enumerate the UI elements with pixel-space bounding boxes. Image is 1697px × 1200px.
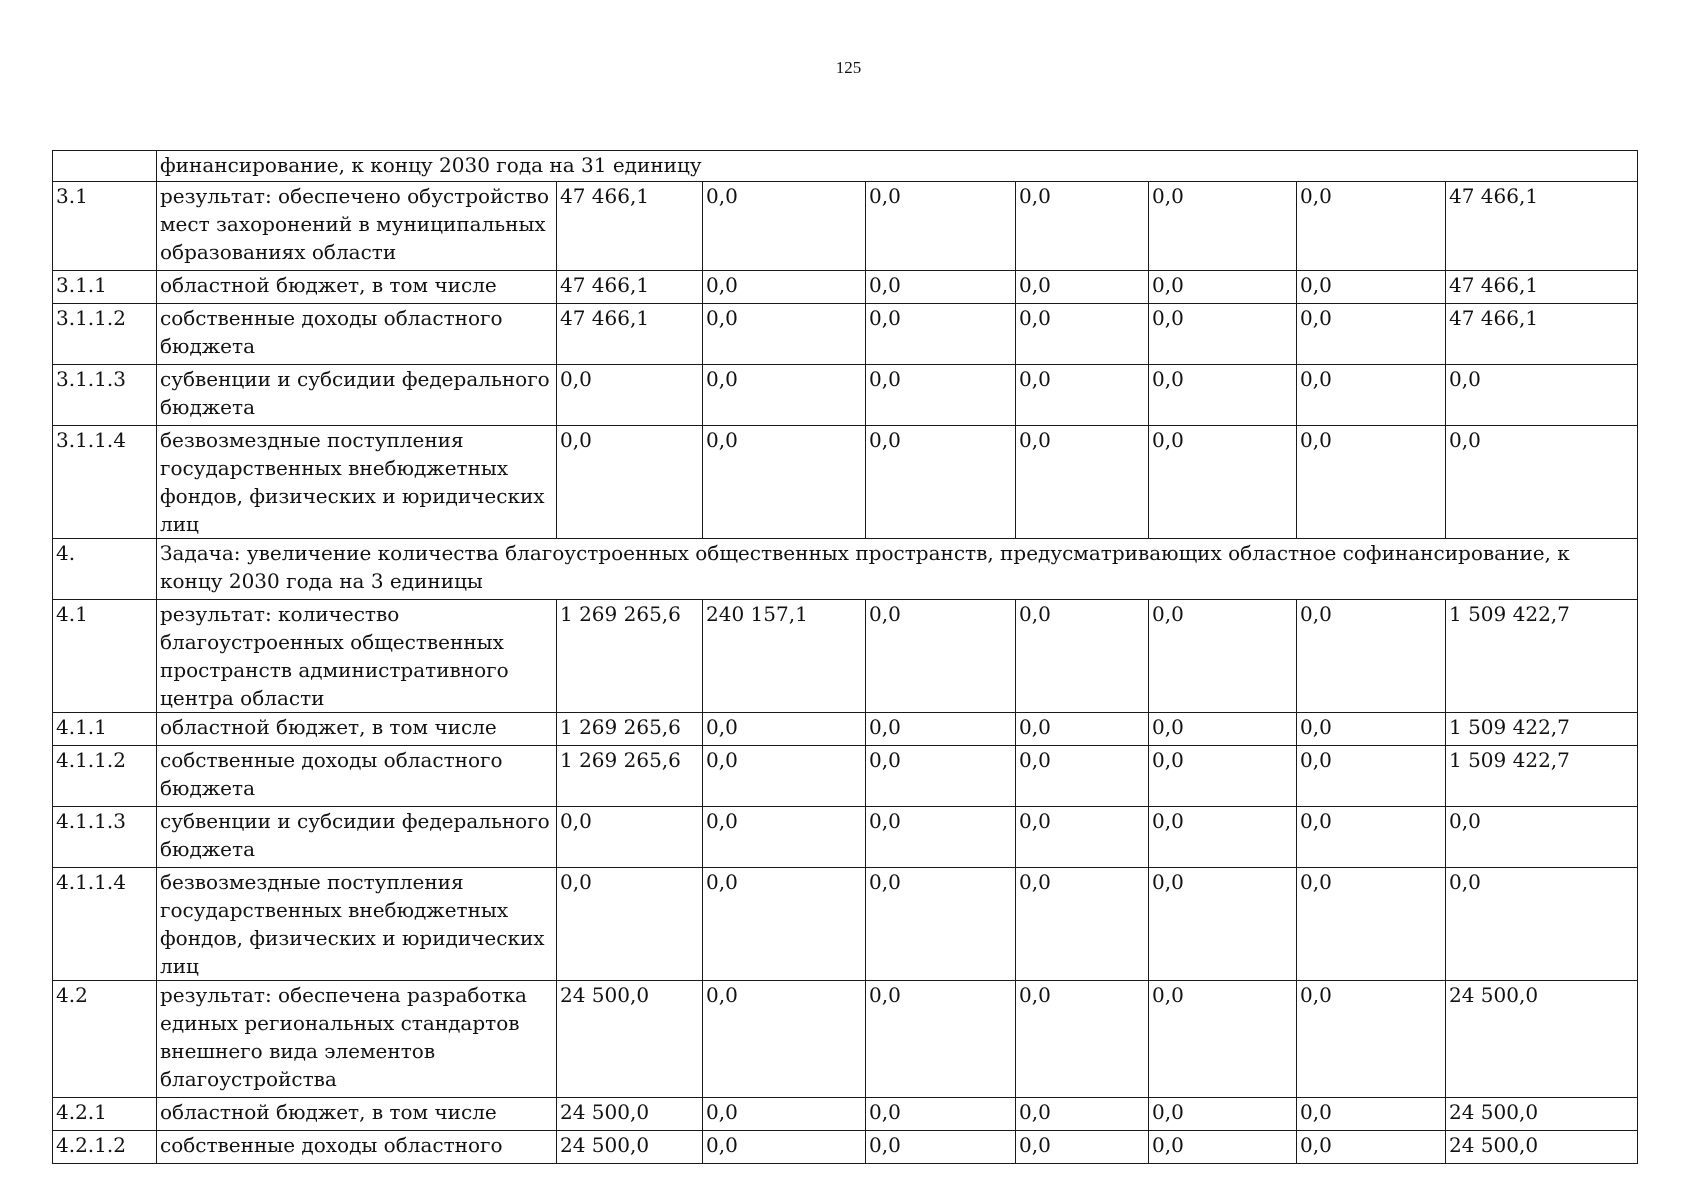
value-cell: 0,0 [703,1131,866,1164]
total-cell: 1 509 422,7 [1446,713,1638,746]
value-cell: 0,0 [866,182,1016,271]
value-cell: 0,0 [866,981,1016,1098]
table-row [53,304,1638,365]
total-cell: 47 466,1 [1446,304,1638,365]
table-row [53,365,1638,426]
value-cell: 0,0 [1297,304,1446,365]
total-cell: 1 509 422,7 [1446,600,1638,713]
value-cell: 0,0 [866,713,1016,746]
total-cell: 24 500,0 [1446,1131,1638,1164]
value-cell: 0,0 [703,981,866,1098]
value-cell: 0,0 [703,365,866,426]
value-cell: 0,0 [1016,600,1149,713]
row-code: 4.1.1.4 [53,868,157,981]
value-cell: 0,0 [1016,365,1149,426]
value-cell: 0,0 [1149,600,1297,713]
table-body [53,151,1638,1164]
value-cell: 0,0 [866,271,1016,304]
value-cell: 0,0 [703,1098,866,1131]
value-cell: 0,0 [1016,713,1149,746]
value-cell: 0,0 [1016,426,1149,539]
value-cell: 0,0 [1297,746,1446,807]
value-cell: 0,0 [1149,365,1297,426]
value-cell: 0,0 [703,426,866,539]
value-cell: 0,0 [703,807,866,868]
value-cell: 1 269 265,6 [557,746,703,807]
value-cell: 47 466,1 [557,271,703,304]
total-cell: 0,0 [1446,807,1638,868]
table-row [53,600,1638,713]
value-cell: 0,0 [1297,365,1446,426]
row-code: 3.1.1.3 [53,365,157,426]
row-code: 4.1.1.2 [53,746,157,807]
row-description: субвенции и субсидии федерального бюджета [157,365,557,426]
table-row [53,868,1638,981]
value-cell: 1 269 265,6 [557,600,703,713]
value-cell: 47 466,1 [557,182,703,271]
value-cell: 0,0 [1016,981,1149,1098]
row-code: 4.2 [53,981,157,1098]
row-description: результат: количество благоустроенных общественных пространств административного центра области [157,600,557,713]
value-cell: 0,0 [557,426,703,539]
value-cell: 0,0 [866,304,1016,365]
value-cell: 0,0 [1297,981,1446,1098]
value-cell: 0,0 [1149,426,1297,539]
value-cell: 24 500,0 [557,1098,703,1131]
value-cell: 24 500,0 [557,1131,703,1164]
row-description: областной бюджет, в том числе [157,713,557,746]
value-cell: 0,0 [557,365,703,426]
value-cell: 0,0 [1297,713,1446,746]
value-cell: 0,0 [866,1098,1016,1131]
row-description: областной бюджет, в том числе [157,1098,557,1131]
value-cell: 0,0 [866,1131,1016,1164]
value-cell: 0,0 [1297,271,1446,304]
row-code: 4.2.1 [53,1098,157,1131]
continuation-text: финансирование, к концу 2030 года на 31 единицу [157,151,1638,182]
value-cell: 0,0 [703,713,866,746]
total-cell: 0,0 [1446,868,1638,981]
value-cell: 0,0 [1016,1131,1149,1164]
row-code: 3.1.1.4 [53,426,157,539]
value-cell: 0,0 [1016,868,1149,981]
value-cell: 0,0 [703,271,866,304]
budget-table [52,150,1638,1164]
value-cell: 0,0 [703,304,866,365]
value-cell: 0,0 [1149,746,1297,807]
table-row [53,182,1638,271]
row-code: 3.1 [53,182,157,271]
row-description: собственные доходы областного [157,1131,557,1164]
row-description: собственные доходы областного бюджета [157,304,557,365]
value-cell: 0,0 [866,426,1016,539]
value-cell: 1 269 265,6 [557,713,703,746]
table-row [53,1098,1638,1131]
value-cell: 0,0 [866,868,1016,981]
value-cell: 0,0 [703,182,866,271]
table-row [53,981,1638,1098]
row-description: собственные доходы областного бюджета [157,746,557,807]
row-code: 4.2.1.2 [53,1131,157,1164]
total-cell: 0,0 [1446,426,1638,539]
value-cell: 0,0 [703,868,866,981]
value-cell: 0,0 [1149,271,1297,304]
row-description: субвенции и субсидии федерального бюджета [157,807,557,868]
task-text: Задача: увеличение количества благоустроенных общественных пространств, предусматривающих областное софинансирование, к концу 2030 года на 3 единицы [157,539,1638,600]
table-row [53,1131,1638,1164]
row-code: 3.1.1.2 [53,304,157,365]
value-cell: 0,0 [1297,426,1446,539]
value-cell: 0,0 [1149,182,1297,271]
value-cell: 0,0 [1149,713,1297,746]
row-code: 4.1 [53,600,157,713]
value-cell: 0,0 [1297,807,1446,868]
value-cell: 0,0 [1297,1131,1446,1164]
total-cell: 1 509 422,7 [1446,746,1638,807]
value-cell: 0,0 [1297,868,1446,981]
value-cell: 0,0 [1016,304,1149,365]
value-cell: 0,0 [1016,271,1149,304]
total-cell: 47 466,1 [1446,271,1638,304]
value-cell: 0,0 [866,807,1016,868]
value-cell: 0,0 [866,365,1016,426]
total-cell: 24 500,0 [1446,1098,1638,1131]
row-code: 3.1.1 [53,271,157,304]
table-row [53,746,1638,807]
value-cell: 0,0 [866,746,1016,807]
total-cell: 24 500,0 [1446,981,1638,1098]
value-cell: 0,0 [1149,868,1297,981]
value-cell: 0,0 [1297,1098,1446,1131]
table-row [53,713,1638,746]
total-cell: 0,0 [1446,365,1638,426]
row-code [53,151,157,182]
row-description: безвозмездные поступления государственных внебюджетных фондов, физических и юридических лиц [157,426,557,539]
value-cell: 0,0 [1016,182,1149,271]
value-cell: 0,0 [866,600,1016,713]
value-cell: 0,0 [557,868,703,981]
value-cell: 24 500,0 [557,981,703,1098]
value-cell: 47 466,1 [557,304,703,365]
continuation-row [53,151,1638,182]
table-row [53,271,1638,304]
table-row [53,807,1638,868]
value-cell: 0,0 [1016,1098,1149,1131]
value-cell: 0,0 [1149,981,1297,1098]
page-number: 125 [835,58,862,77]
row-description: безвозмездные поступления государственных внебюджетных фондов, физических и юридических лиц [157,868,557,981]
row-description: результат: обеспечена разработка единых региональных стандартов внешнего вида элементов благоустройства [157,981,557,1098]
row-code: 4. [53,539,157,600]
value-cell: 0,0 [703,746,866,807]
value-cell: 0,0 [1016,807,1149,868]
value-cell: 0,0 [1149,1131,1297,1164]
value-cell: 0,0 [1297,182,1446,271]
value-cell: 0,0 [1149,304,1297,365]
table-row [53,426,1638,539]
value-cell: 0,0 [1149,1098,1297,1131]
value-cell: 0,0 [557,807,703,868]
value-cell: 240 157,1 [703,600,866,713]
value-cell: 0,0 [1297,600,1446,713]
row-code: 4.1.1.3 [53,807,157,868]
row-description: результат: обеспечено обустройство мест захоронений в муниципальных образованиях области [157,182,557,271]
value-cell: 0,0 [1016,746,1149,807]
row-code: 4.1.1 [53,713,157,746]
value-cell: 0,0 [1149,807,1297,868]
row-description: областной бюджет, в том числе [157,271,557,304]
task-row [53,539,1638,600]
total-cell: 47 466,1 [1446,182,1638,271]
